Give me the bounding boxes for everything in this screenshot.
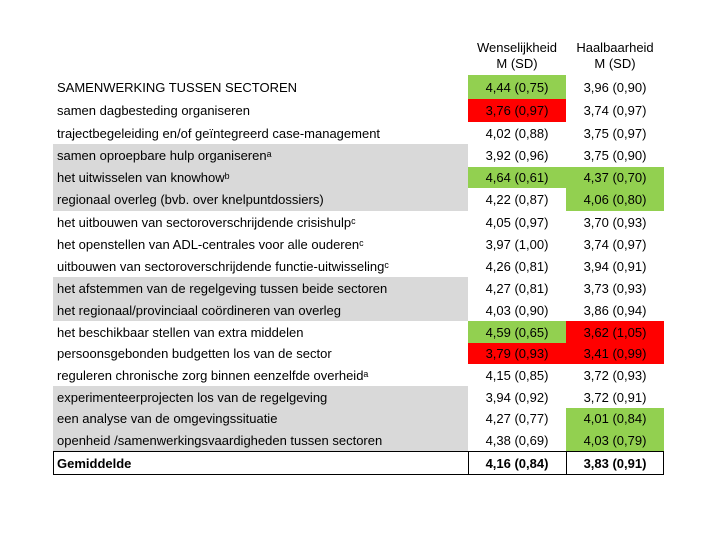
footer-row (53, 451, 664, 475)
header-col2-title: Haalbaarheid (576, 39, 654, 55)
haalbaarheid-cell: 3,86 (0,94) (583, 302, 647, 318)
table-row (53, 321, 664, 343)
haalbaarheid-cell: 3,72 (0,93) (583, 367, 647, 383)
haalbaarheid-cell: 3,41 (0,99) (566, 343, 664, 364)
footer-wenselijkheid: 4,16 (0,84) (485, 455, 549, 471)
table-row (53, 277, 664, 299)
table-row (53, 233, 664, 255)
wenselijkheid-cell: 4,38 (0,69) (485, 432, 549, 448)
table-row (53, 299, 664, 321)
haalbaarheid-cell: 4,06 (0,80) (566, 188, 664, 211)
wenselijkheid-cell: 3,76 (0,97) (468, 99, 566, 122)
haalbaarheid-cell: 3,74 (0,97) (583, 103, 647, 118)
wenselijkheid-cell: 4,27 (0,77) (485, 411, 549, 426)
haalbaarheid-cell: 4,37 (0,70) (566, 167, 664, 188)
row-label: een analyse van de omgevingssituatie (53, 408, 468, 429)
table-row (53, 188, 664, 211)
row-label: samen oproepbare hulp organiserenᵃ (53, 144, 468, 167)
haalbaarheid-cell: 3,75 (0,90) (583, 148, 647, 163)
haalbaarheid-cell: 3,62 (1,05) (566, 321, 664, 343)
table-row (53, 429, 664, 451)
haalbaarheid-cell: 3,94 (0,91) (583, 258, 647, 274)
header-col1-title: Wenselijkheid (477, 39, 557, 55)
haalbaarheid-cell: 4,01 (0,84) (566, 408, 664, 429)
haalbaarheid-cell: 3,75 (0,97) (583, 125, 647, 141)
header-label-cell (53, 36, 468, 75)
table-row (53, 343, 664, 364)
table-body (53, 75, 664, 451)
row-label: openheid /samenwerkingsvaardigheden tussen sectoren (53, 429, 468, 451)
wenselijkheid-cell: 4,05 (0,97) (485, 214, 549, 230)
footer-left-border (53, 452, 54, 474)
haalbaarheid-cell: 3,70 (0,93) (583, 214, 647, 230)
table-row (53, 408, 664, 429)
haalbaarheid-cell: 4,03 (0,79) (566, 429, 664, 451)
header-wenselijkheid (468, 36, 566, 75)
table-row (53, 364, 664, 386)
haalbaarheid-cell: 3,73 (0,93) (583, 280, 647, 296)
haalbaarheid-cell: 3,74 (0,97) (583, 236, 647, 252)
wenselijkheid-cell: 4,03 (0,90) (485, 302, 549, 318)
row-label: het openstellen van ADL-centrales voor alle ouderenᶜ (57, 236, 364, 252)
table-row (53, 75, 664, 99)
table-row (53, 144, 664, 167)
results-table (53, 36, 664, 475)
row-label: het afstemmen van de regelgeving tussen beide sectoren (53, 277, 468, 299)
wenselijkheid-cell: 3,94 (0,92) (485, 389, 549, 405)
wenselijkheid-cell: 3,97 (1,00) (485, 236, 549, 252)
row-label: persoonsgebonden budgetten los van de sector (57, 346, 332, 361)
table-row (53, 167, 664, 188)
haalbaarheid-cell: 3,72 (0,91) (583, 389, 647, 405)
row-label: het uitbouwen van sectoroverschrijdende crisishulpᶜ (57, 214, 356, 230)
wenselijkheid-cell: 4,44 (0,75) (468, 75, 566, 99)
header-col2-sub: M (SD) (594, 55, 636, 71)
row-label: experimenteerprojecten los van de regelgeving (53, 386, 468, 408)
row-label: SAMENWERKING TUSSEN SECTOREN (57, 79, 298, 95)
table-row (53, 386, 664, 408)
row-label: reguleren chronische zorg binnen eenzelfde overheidᵃ (57, 367, 369, 383)
row-label: samen dagbesteding organiseren (57, 103, 250, 118)
wenselijkheid-cell: 4,02 (0,88) (485, 125, 549, 141)
footer-haalbaarheid: 3,83 (0,91) (583, 455, 647, 471)
wenselijkheid-cell: 4,15 (0,85) (485, 367, 549, 383)
row-label: het regionaal/provinciaal coördineren van overleg (53, 299, 468, 321)
wenselijkheid-cell: 4,59 (0,65) (468, 321, 566, 343)
row-label: het uitwisselen van knowhowᵇ (53, 167, 468, 188)
table-row (53, 211, 664, 233)
row-label: trajectbegeleiding en/of geïntegreerd case-management (57, 125, 381, 141)
footer-right-border (663, 452, 664, 474)
row-label: het beschikbaar stellen van extra middelen (57, 324, 304, 340)
wenselijkheid-cell: 3,92 (0,96) (485, 148, 549, 163)
wenselijkheid-cell: 4,64 (0,61) (468, 167, 566, 188)
table-row (53, 255, 664, 277)
row-label: regionaal overleg (bvb. over knelpuntdossiers) (53, 188, 468, 211)
header-col1-sub: M (SD) (496, 55, 538, 71)
wenselijkheid-cell: 4,27 (0,81) (485, 280, 549, 296)
wenselijkheid-cell: 4,26 (0,81) (485, 258, 549, 274)
header-row (53, 36, 664, 75)
row-label: uitbouwen van sectoroverschrijdende functie-uitwisselingᶜ (57, 258, 389, 274)
table-row (53, 122, 664, 144)
wenselijkheid-cell: 3,79 (0,93) (468, 343, 566, 364)
table-row (53, 99, 664, 122)
footer-label: Gemiddelde (57, 455, 132, 471)
haalbaarheid-cell: 3,96 (0,90) (583, 79, 647, 95)
wenselijkheid-cell: 4,22 (0,87) (485, 192, 549, 207)
header-haalbaarheid (566, 36, 664, 75)
